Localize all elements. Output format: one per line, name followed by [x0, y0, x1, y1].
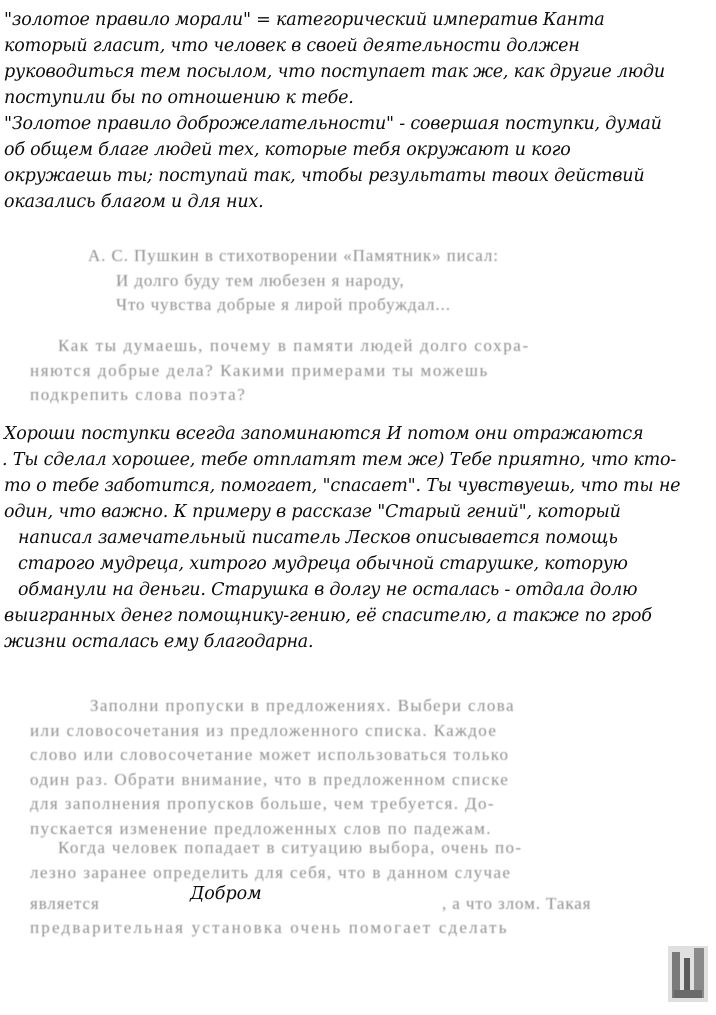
quote-line: Что чувства добрые я лирой пробуждал... — [116, 295, 451, 314]
task-line: один раз. Обрати внимание, что в предложенном списке — [30, 769, 510, 789]
task-line: для заполнения пропусков больше, чем требуется. До- — [30, 794, 495, 813]
handwritten-top-text — [4, 7, 665, 215]
text-line: руководиться тем посылом, что поступает так же, как другие люди — [4, 62, 665, 82]
text-line: . Ты сделал хорошее, тебе отплатят тем же) Тебе приятно, что кто- — [2, 450, 677, 470]
task-line: Когда человек попадает в ситуацию выбора, очень по- — [58, 838, 523, 857]
scan-artifact-icon — [664, 938, 712, 1006]
task-line: или словосочетания из предложенного списка. Каждое — [30, 720, 498, 740]
printed-question — [30, 334, 530, 408]
task-line: Заполни пропуски в предложениях. Выбери слова — [90, 696, 515, 715]
fill-answer: Добром — [190, 884, 262, 904]
question-line: Как ты думаешь, почему в памяти людей долго сохра- — [58, 336, 530, 355]
text-line: Хороши поступки всегда запоминаются И потом они отражаются — [4, 424, 644, 444]
text-line: жизни осталась ему благодарна. — [4, 632, 314, 652]
text-line: "Золотое правило доброжелательности" - совершая поступки, думай — [4, 114, 662, 134]
question-line: подкрепить слова поэта? — [30, 385, 247, 404]
text-line: обманули на деньги. Старушка в долгу не осталась - отдала долю — [18, 580, 638, 600]
printed-quote — [88, 244, 499, 318]
task-line: лезно заранее определить для себя, что в данном случае — [30, 862, 512, 882]
text-line: поступили бы по отношению к тебе. — [4, 88, 354, 108]
printed-task-2 — [30, 836, 522, 885]
text-line: написал замечательный писатель Лесков описывается помощь — [18, 528, 618, 548]
text-line: который гласит, что человек в своей деятельности должен — [4, 36, 580, 56]
text-line: выигранных денег помощнику-гению, её спасителю, а также по гроб — [4, 606, 652, 626]
text-line: об общем благе людей тех, которые тебя окружают и кого — [4, 140, 571, 160]
question-line: няются добрые дела? Какими примерами ты можешь — [30, 360, 489, 380]
quote-line: И долго буду тем любезен я народу, — [116, 270, 405, 290]
text-line: оказались благом и для них. — [4, 192, 264, 212]
text-line: старого мудреца, хитрого мудреца обычной старушке, которую — [18, 554, 628, 574]
text-line: то о тебе заботится, помогает, "спасает". Ты чувствуешь, что ты не — [4, 476, 681, 496]
printed-task — [30, 694, 515, 841]
text-line: "золотое правило морали" = категорический императив Канта — [4, 10, 605, 30]
task-line: слово или словосочетание может использоваться только — [30, 745, 510, 764]
printed-last-line: предварительная установка очень помогает сделать — [30, 918, 509, 937]
handwritten-answer — [4, 421, 680, 655]
text-line: один, что важно. К примеру в рассказе "Старый гений", который — [4, 502, 621, 522]
task-line: пускается изменение предложенных слов по падежам. — [30, 818, 492, 838]
fill-line-suffix: , а что злом. Такая — [442, 894, 592, 913]
quote-intro: А. С. Пушкин в стихотворении «Памятник» писал: — [88, 246, 499, 265]
fill-line-prefix: является — [30, 894, 100, 913]
text-line: окружаешь ты; поступай так, чтобы результаты твоих действий — [4, 166, 645, 186]
